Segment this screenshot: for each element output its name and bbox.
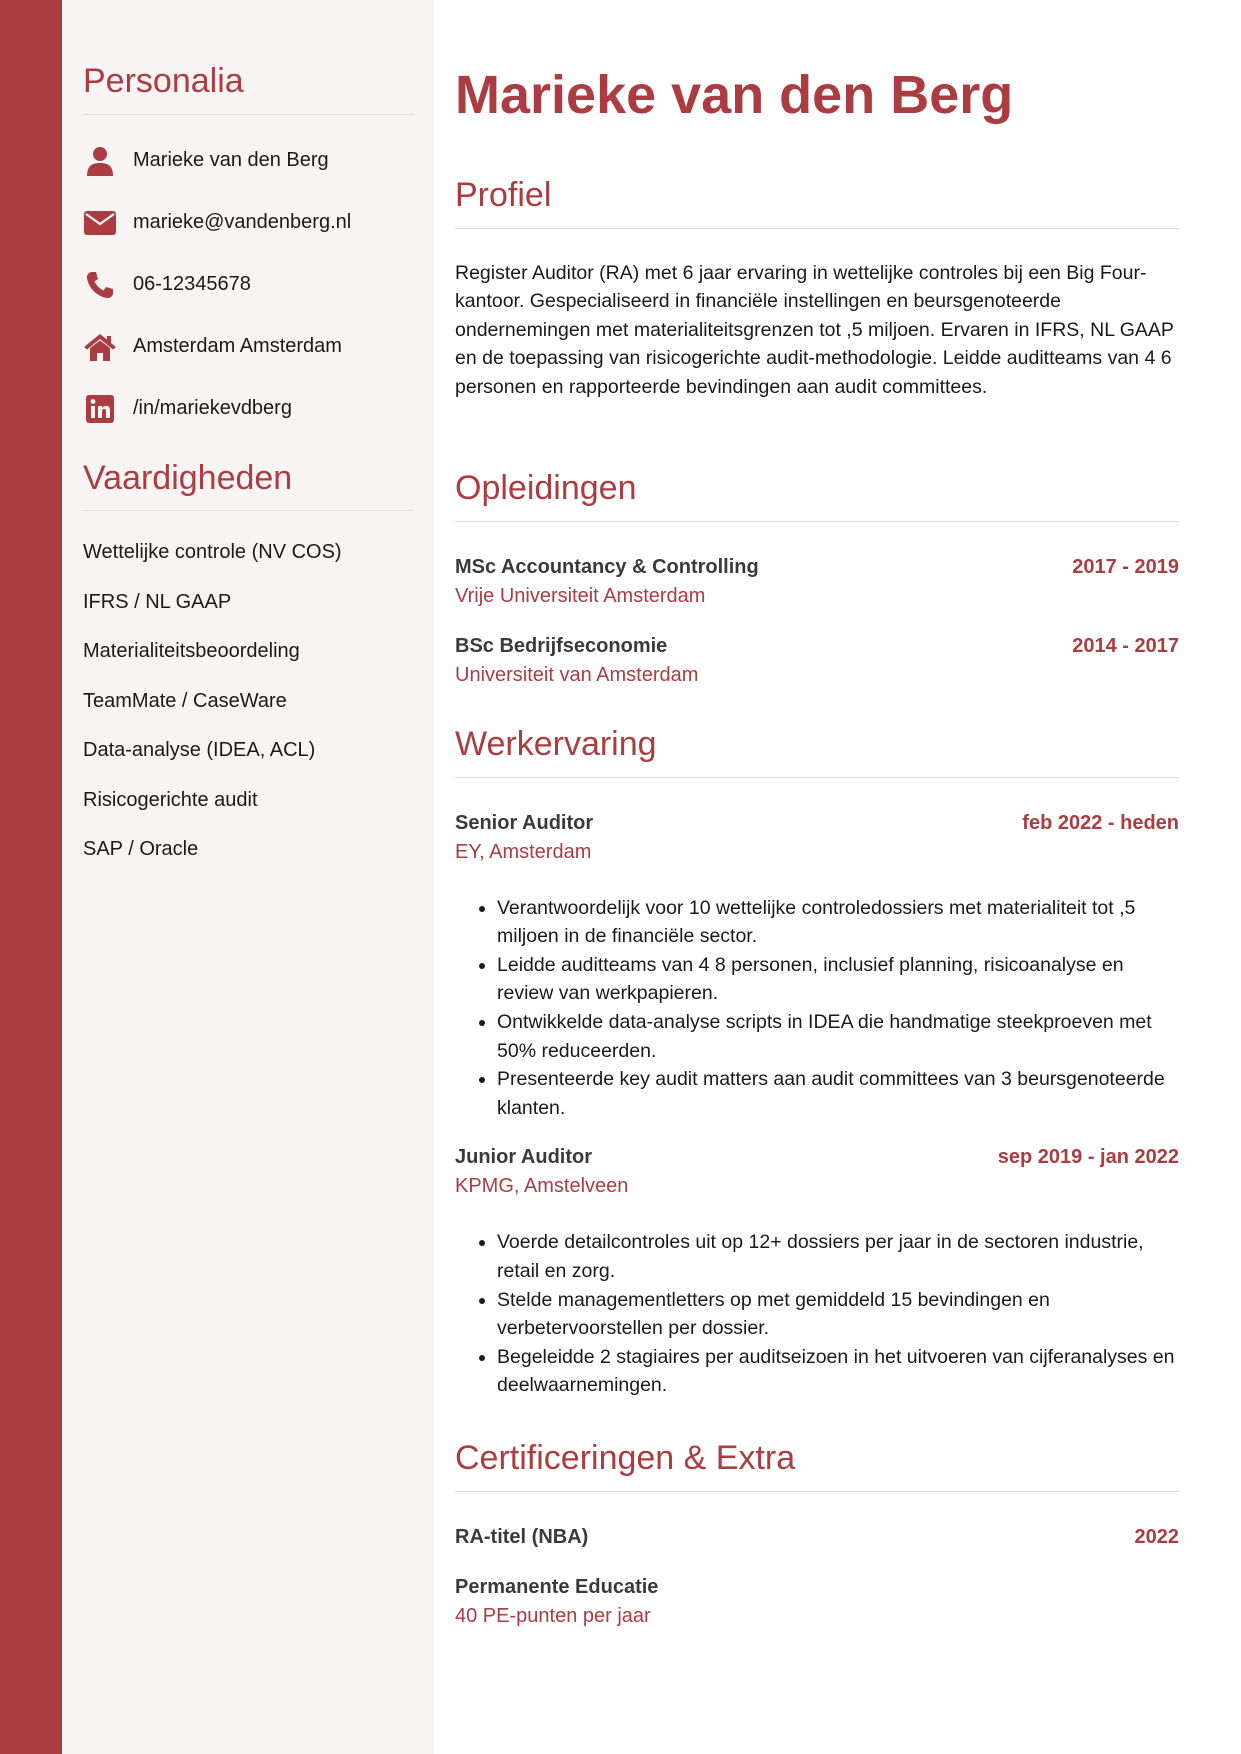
education-entry bbox=[455, 635, 1179, 687]
education-degree: MSc Accountancy & Controlling bbox=[455, 555, 759, 578]
skill-item: Risicogerichte audit bbox=[83, 788, 258, 811]
contact-phone[interactable] bbox=[83, 269, 414, 301]
education-degree: BSc Bedrijfseconomie bbox=[455, 634, 668, 657]
accent-bar bbox=[0, 0, 62, 1754]
job-role: Junior Auditor bbox=[455, 1146, 593, 1169]
education-entry bbox=[455, 556, 1179, 608]
education-school: Vrije Universiteit Amsterdam bbox=[455, 584, 706, 607]
skills-list bbox=[83, 541, 414, 864]
experience-title: Werkervaring bbox=[455, 727, 1179, 778]
job-entry bbox=[455, 812, 1179, 1123]
education-dates: 2017 - 2019 bbox=[1072, 555, 1179, 578]
personalia-heading: Personalia bbox=[83, 64, 414, 115]
phone-icon bbox=[83, 269, 117, 301]
skill-item: Data-analyse (IDEA, ACL) bbox=[83, 739, 316, 762]
certification-detail: 40 PE-punten per jaar bbox=[455, 1604, 651, 1627]
contact-linkedin[interactable] bbox=[83, 393, 414, 425]
contact-name bbox=[83, 145, 414, 177]
job-bullets bbox=[455, 1228, 1179, 1400]
certification-name: Permanente Educatie bbox=[455, 1575, 659, 1598]
person-icon bbox=[83, 145, 117, 177]
job-bullets bbox=[455, 894, 1179, 1123]
certification-entry bbox=[455, 1526, 1179, 1549]
skill-item: Wettelijke controle (NV COS) bbox=[83, 541, 342, 564]
home-icon bbox=[83, 331, 117, 363]
job-dates: feb 2022 - heden bbox=[1022, 811, 1179, 834]
contact-phone-text[interactable]: 06-12345678 bbox=[133, 273, 251, 296]
skill-item: IFRS / NL GAAP bbox=[83, 590, 232, 613]
experience-section bbox=[455, 727, 1179, 1400]
sidebar bbox=[62, 0, 434, 1754]
job-bullet: • Stelde managementletters op met gemiddeld 15 bevindingen en verbetervoorstellen per dossier. bbox=[497, 1286, 1179, 1343]
candidate-name: Marieke van den Berg bbox=[455, 65, 1014, 125]
job-bullet: • Leidde auditteams van 4 8 personen, inclusief planning, risicoanalyse en review van werkpapieren. bbox=[497, 951, 1179, 1008]
contact-email-text[interactable]: marieke@vandenberg.nl bbox=[133, 211, 352, 234]
education-section bbox=[455, 471, 1179, 687]
profile-title: Profiel bbox=[455, 178, 1179, 229]
envelope-icon bbox=[83, 207, 117, 239]
job-bullet: • Begeleidde 2 stagiaires per auditseizoen in het uitvoeren van cijferanalyses en deelwaarnemingen. bbox=[497, 1343, 1179, 1400]
skill-item: TeamMate / CaseWare bbox=[83, 689, 287, 712]
contact-location-text: Amsterdam Amsterdam bbox=[133, 335, 342, 358]
skills-heading: Vaardigheden bbox=[83, 461, 414, 512]
education-dates: 2014 - 2017 bbox=[1072, 634, 1179, 657]
profile-section bbox=[455, 178, 1179, 402]
job-company: KPMG, Amstelveen bbox=[455, 1175, 629, 1198]
job-role: Senior Auditor bbox=[455, 811, 594, 834]
job-entry bbox=[455, 1146, 1179, 1400]
contact-location bbox=[83, 331, 414, 363]
job-bullet: • Ontwikkelde data-analyse scripts in IDEA die handmatige steekproeven met 50% reduceerden. bbox=[497, 1008, 1179, 1065]
certification-entry bbox=[455, 1576, 1179, 1628]
education-title: Opleidingen bbox=[455, 471, 1179, 522]
contact-email[interactable] bbox=[83, 207, 414, 239]
job-bullet: • Presenteerde key audit matters aan audit committees van 3 beursgenoteerde klanten. bbox=[497, 1065, 1179, 1122]
contact-name-text: Marieke van den Berg bbox=[133, 149, 329, 172]
education-school: Universiteit van Amsterdam bbox=[455, 663, 699, 686]
contact-linkedin-text[interactable]: /in/mariekevdberg bbox=[133, 397, 292, 420]
certification-name: RA-titel (NBA) bbox=[455, 1525, 589, 1548]
job-bullet: • Verantwoordelijk voor 10 wettelijke controledossiers met materialiteit tot ,5 miljoen in de financiële sector. bbox=[497, 894, 1179, 951]
skill-item: Materialiteitsbeoordeling bbox=[83, 640, 300, 663]
certifications-title: Certificeringen & Extra bbox=[455, 1441, 1179, 1492]
skill-item: SAP / Oracle bbox=[83, 838, 199, 861]
job-company: EY, Amsterdam bbox=[455, 840, 592, 863]
job-bullet: • Voerde detailcontroles uit op 12+ dossiers per jaar in de sectoren industrie, retail en zorg. bbox=[497, 1228, 1179, 1285]
certifications-section bbox=[455, 1441, 1179, 1628]
certification-dates: 2022 bbox=[1134, 1525, 1179, 1548]
job-dates: sep 2019 - jan 2022 bbox=[997, 1146, 1179, 1169]
linkedin-icon bbox=[83, 393, 117, 425]
profile-text: Register Auditor (RA) met 6 jaar ervaring in wettelijke controles bij een Big Four-kantoor. Gespecialiseerd in financiële instellingen en beursgenoteerde ondernemingen met materialiteitsgrenzen tot ,5 miljoen. Ervaren in IFRS, NL GAAP en de toepassing van risicogerichte audit-methodologie. Leidde auditteams van 4 6 personen en rapporteerde bevindingen aan audit committees. bbox=[455, 261, 1174, 399]
